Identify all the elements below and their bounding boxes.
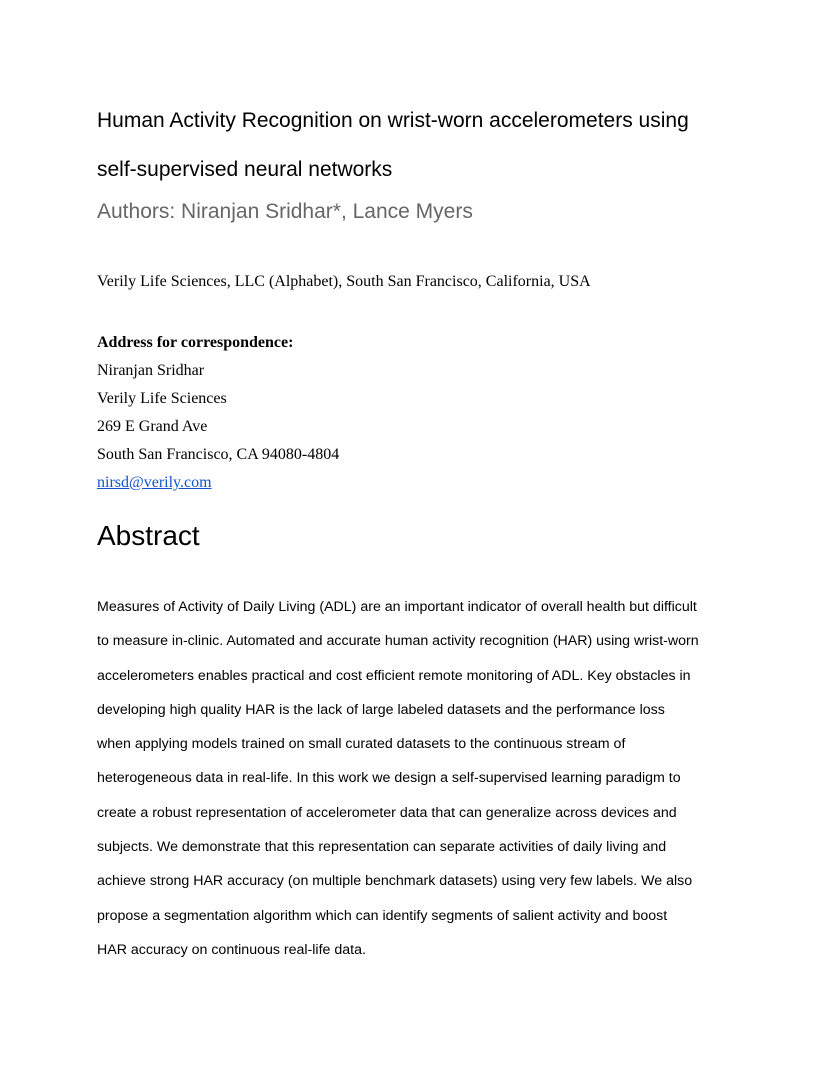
- title-line: Human Activity Recognition on wrist-worn accelerometers using: [97, 109, 689, 132]
- abstract-line: HAR accuracy on continuous real-life data.: [97, 941, 366, 958]
- abstract-line: developing high quality HAR is the lack of large labeled datasets and the performance loss: [97, 701, 665, 718]
- abstract-line: create a robust representation of accelerometer data that can generalize across devices and: [97, 804, 677, 821]
- correspondence-street: 269 E Grand Ave: [97, 418, 208, 435]
- correspondence-name: Niranjan Sridhar: [97, 362, 205, 379]
- correspondence-address: [97, 329, 339, 497]
- abstract-line: to measure in-clinic. Automated and accurate human activity recognition (HAR) using wrist-worn: [97, 633, 699, 650]
- abstract-line: Measures of Activity of Daily Living (ADL) are an important indicator of overall health but difficult: [97, 599, 697, 615]
- correspondence-heading: Address for correspondence:: [97, 334, 294, 351]
- abstract-body: [97, 590, 777, 967]
- abstract-line: accelerometers enables practical and cost efficient remote monitoring of ADL. Key obstacles in: [97, 667, 691, 684]
- authors: Authors: Niranjan Sridhar*, Lance Myers: [97, 200, 473, 223]
- abstract-line: subjects. We demonstrate that this representation can separate activities of daily living and: [97, 839, 667, 856]
- title-line: self-supervised neural networks: [97, 158, 393, 181]
- abstract-line: heterogeneous data in real-life. In this work we design a self-supervised learning paradigm to: [97, 770, 681, 787]
- affiliation: Verily Life Sciences, LLC (Alphabet), South San Francisco, California, USA: [97, 273, 591, 290]
- paper-title: [97, 96, 777, 194]
- abstract-line: when applying models trained on small curated datasets to the continuous stream of: [97, 736, 626, 753]
- abstract-line: propose a segmentation algorithm which can identify segments of salient activity and boost: [97, 907, 668, 924]
- correspondence-email-link[interactable]: nirsd@verily.com: [97, 474, 212, 491]
- correspondence-org: Verily Life Sciences: [97, 390, 227, 407]
- abstract-heading: Abstract: [97, 520, 200, 551]
- correspondence-city: South San Francisco, CA 94080-4804: [97, 446, 340, 463]
- abstract-line: achieve strong HAR accuracy (on multiple benchmark datasets) using very few labels. We also: [97, 873, 693, 890]
